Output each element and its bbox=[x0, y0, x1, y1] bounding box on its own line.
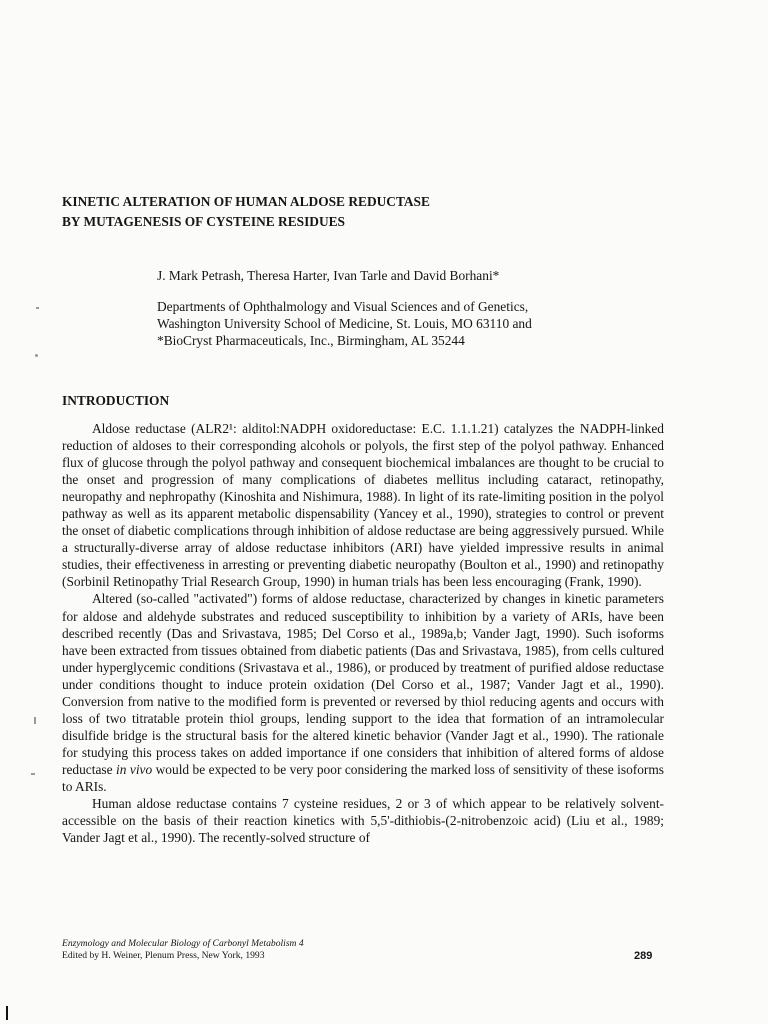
paragraph-2-part-b: would be expected to be very poor considering the marked loss of sensitivity of these isoforms to ARIs. bbox=[62, 761, 665, 794]
paragraph-2-italic-in-vivo: in vivo bbox=[116, 761, 153, 777]
paragraph-3: Human aldose reductase contains 7 cysteine residues, 2 or 3 of which appear to be relatively solvent-accessible on the basis of their reaction kinetics with 5,5'-dithiobis-(2-nitrobenzoic acid) (Liu et al., 1989; Vander Jagt et al., 1990). The recently-solved structure of bbox=[62, 796, 664, 846]
scan-speck bbox=[31, 773, 35, 775]
paragraph-2-part-a: Altered (so-called "activated") forms of aldose reductase, characterized by changes in kinetic parameters for aldose and aldehyde substrates and reduced susceptibility to inhibition by a variety of ARIs, have been described recently (Das and Srivastava, 1985; Del Corso et al., 1989a,b; Vander Jagt, 1990). Such isoforms have been extracted from tissues obtained from diabetic patients (Das and Srivastava, 1985), from cells cultured under hyperglycemic conditions (Srivastava et al., 1986), or produced by treatment of purified aldose reductase under conditions thought to induce protein oxidation (Del Corso et al., 1987; Vander Jagt et al., 1990). Conversion from native to the modified form is prevented or reversed by thiol reducing agents and occurs with loss of two titratable protein thiol groups, lending support to the idea that formation of an intramolecular disulfide bridge is the structural basis for the altered kinetic behavior (Vander Jagt et al., 1990). The rationale for studying this process takes on added importance if one considers that inhibition of altered forms of aldose reductase bbox=[62, 591, 664, 777]
scan-speck bbox=[6, 1006, 8, 1020]
title-line-2: BY MUTAGENESIS OF CYSTEINE RESIDUES bbox=[62, 214, 346, 229]
affiliation-line-1: Departments of Ophthalmology and Visual Sciences and of Genetics, bbox=[157, 299, 529, 314]
scan-speck bbox=[34, 717, 36, 724]
scan-speck bbox=[35, 354, 38, 357]
paragraph-1: Aldose reductase (ALR2¹: alditol:NADPH oxidoreductase: E.C. 1.1.1.21) catalyzes the NADPH-linked reduction of aldoses to their corresponding alcohols or polyols, the first step of the polyol pathway. Enhanced flux of glucose through the polyol pathway and consequent biochemical imbalances are thought to be crucial to the onset and progression of many complications of diabetes mellitus including cataract, retinopathy, neuropathy and nephropathy (Kinoshita and Nishimura, 1988). In light of its rate-limiting position in the polyol pathway as well as its apparent metabolic dispensability (Yancey et al., 1990), strategies to control or prevent the onset of diabetic complications through inhibition of aldose reductase are being aggressively pursued. While a structurally-diverse array of aldose reductase inhibitors (ARI) have yielded impressive results in animal studies, their effectiveness in arresting or preventing diabetic neuropathy (Boulton et al., 1990) and retinopathy (Sorbinil Retinopathy Trial Research Group, 1990) in human trials has been less encouraging (Frank, 1990). bbox=[62, 421, 664, 590]
scan-speck bbox=[36, 307, 39, 309]
paragraph-2 bbox=[62, 590, 664, 795]
section-heading-introduction: INTRODUCTION bbox=[62, 393, 170, 408]
author-list: J. Mark Petrash, Theresa Harter, Ivan Tarle and David Borhani* bbox=[157, 268, 500, 283]
footer-edited-by: Edited by H. Weiner, Plenum Press, New York, 1993 bbox=[62, 950, 265, 961]
page-number: 289 bbox=[634, 950, 653, 962]
affiliations bbox=[157, 298, 717, 349]
footer-journal: Enzymology and Molecular Biology of Carbonyl Metabolism 4 bbox=[62, 938, 304, 949]
page-footer bbox=[62, 938, 662, 962]
affiliation-line-2: Washington University School of Medicine, St. Louis, MO 63110 and bbox=[157, 316, 532, 331]
paper-title bbox=[62, 192, 722, 232]
title-line-1: KINETIC ALTERATION OF HUMAN ALDOSE REDUCTASE bbox=[62, 194, 430, 209]
affiliation-line-3: *BioCryst Pharmaceuticals, Inc., Birmingham, AL 35244 bbox=[157, 333, 465, 348]
introduction-body bbox=[62, 420, 664, 846]
